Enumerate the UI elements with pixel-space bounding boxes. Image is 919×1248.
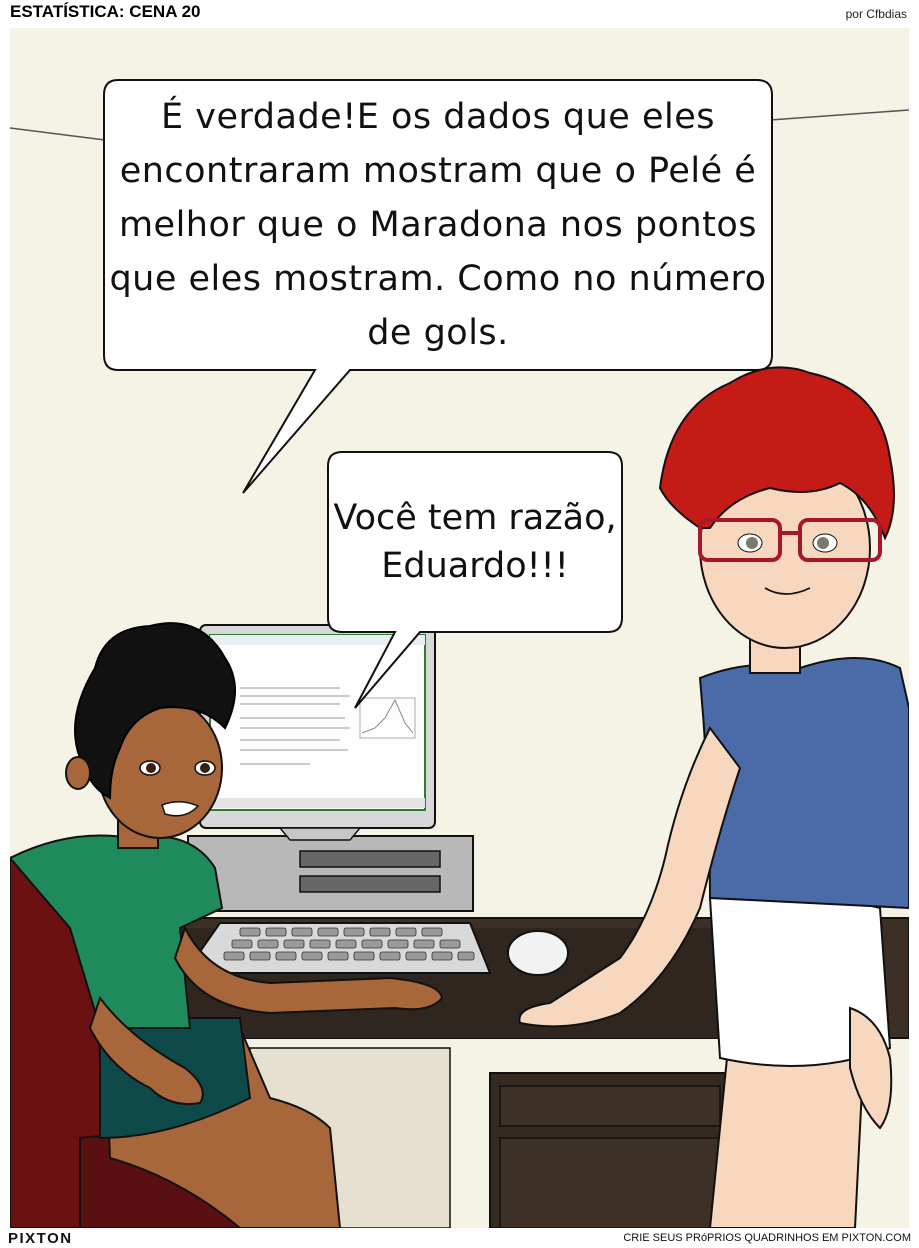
- computer-mouse: [508, 931, 568, 975]
- comic-panel: [10, 28, 909, 1228]
- comic-author: por Cfbdias: [845, 7, 907, 21]
- speech-bubble-2-text: Você tem razão, Eduardo!!!: [333, 498, 617, 586]
- computer-monitor: [200, 625, 435, 840]
- pixton-link[interactable]: CRIE SEUS PRóPRIOS QUADRINHOS EM PIXTON.COM: [623, 1232, 911, 1244]
- comic-title: ESTATÍSTICA: CENA 20: [10, 2, 201, 21]
- keyboard: [185, 923, 490, 973]
- computer-tower: [188, 836, 473, 911]
- speech-bubble-1-text: É verdade!E os dados que eles encontraram mostram que o Pelé é melhor que o Maradona nos pontos que eles mostram. Como no número de gols.: [109, 97, 767, 353]
- wall-edge-left: [10, 128, 105, 140]
- pixton-logo[interactable]: PIXTON: [8, 1230, 73, 1247]
- wall-edge-right: [770, 110, 909, 120]
